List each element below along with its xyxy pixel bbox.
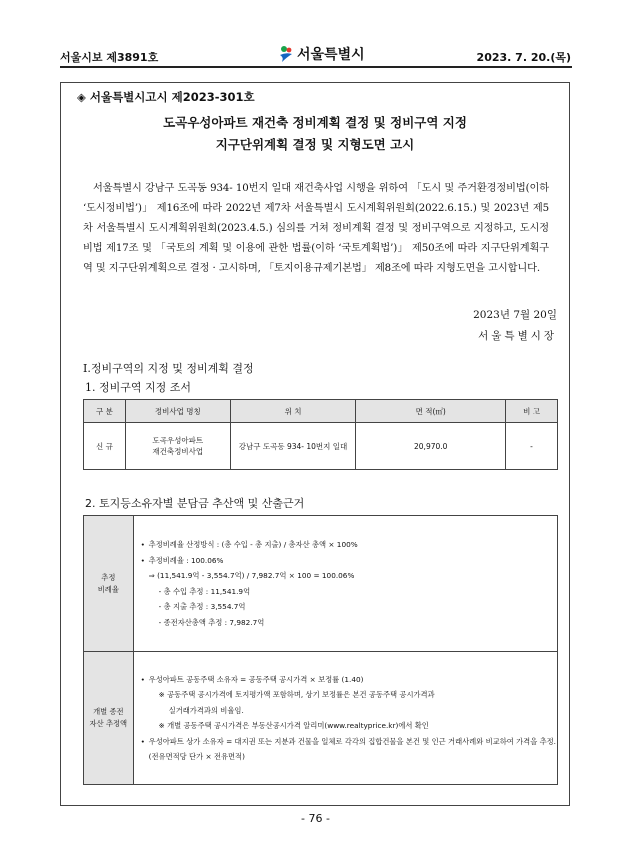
notice-title-line1: 도곡우성아파트 재건축 정비계획 결정 및 정비구역 지정 [163, 115, 467, 130]
logo-text: 서울특별시 [297, 47, 365, 63]
row-label-asset [84, 652, 134, 785]
list-item: • 추정비례율 산정방식 : (총 수입 - 총 지출) / 총자산 총액 × 100% [135, 537, 556, 553]
ratio-content [133, 516, 557, 652]
table-row [84, 516, 558, 652]
list-item: - 종전자산총액 추정 : 7,982.7억 [158, 617, 265, 627]
notice-title-line2: 지구단위계획 결정 및 지형도면 고시 [215, 137, 415, 152]
notice-body: 서울특별시 강남구 도곡동 934- 10번지 일대 재건축사업 시행을 위하여 「도시 및 주거환경정비법(이하 ‘도시정비법’)」 제16조에 따라 2022년 제7차 서울특별시 도시계획위원회(2022.6.15.) 및 2023년 제5차 서울특별시 도시계획위원회(2023.4.5.) 심의를 거쳐 정비계획 결정 및 정비구역으로 지정하고, 도시정비법 제17조 및 「국토의 계획 및 이용에 관한 법률(이하 ‘국토계획법’)」 제50조에 따라 지구단위계획구역 및 지구단위계획으로 결정 · 고시하며, 「토지이용규제기본법」 제8조에 따라 지형도면을 고시합니다. [83, 183, 549, 274]
project-name-line1: 도곡우성아파트 [152, 436, 204, 445]
page-header [60, 44, 571, 66]
list-item: (전유면적당 단가 × 전유면적) [148, 752, 245, 761]
cell-note: - [506, 423, 558, 470]
cell-area: 20,970.0 [356, 423, 506, 470]
col-header: 면 적(㎡) [356, 400, 506, 423]
notice-issuer: 서울특별시장 [478, 330, 557, 342]
list-item: • 우성아파트 상가 소유자 = 대지권 또는 지분과 건물을 일체로 각각의 집합건물을 본건 및 인근 거래사례와 비교하여 가격을 추정. [135, 734, 556, 750]
col-header: 정비사업 명칭 [125, 400, 230, 423]
bullet-icon: • [140, 736, 145, 746]
notice-box [60, 82, 570, 806]
bullet-icon: • [140, 674, 145, 684]
table-row [84, 423, 558, 470]
section1-subheading: 1. 정비구역 지정 조서 [85, 381, 191, 394]
list-item: ※ 개별 공동주택 공시가격은 부동산공시가격 알리미(www.realtyprice.kr)에서 확인 [158, 721, 429, 730]
notice-number: ◈ 서울특별시고시 제2023-301호 [77, 90, 255, 104]
asset-content [133, 652, 557, 785]
district-table [83, 399, 558, 470]
list-item: ⇒ (11,541.9억 - 3,554.7억) / 7,982.7억 × 100 = 100.06% [148, 571, 355, 580]
list-item: • 추정비례율 : 100.06% [135, 553, 556, 569]
label-line: 개별 종전 [93, 707, 124, 716]
bullet-icon: • [140, 540, 145, 549]
table-header-row [84, 400, 558, 423]
list-item: - 총 지출 추정 : 3,554.7억 [158, 602, 246, 611]
list-item: • 우성아파트 공동주택 소유자 = 공동주택 공시가격 × 보정률 (1.40) [135, 672, 556, 688]
col-header: 위 치 [230, 400, 356, 423]
cell-location: 강남구 도곡동 934- 10번지 일대 [230, 423, 356, 470]
notice-date: 2023년 7월 20일 [473, 309, 557, 321]
table-row [84, 652, 558, 785]
page-number: - 76 - [301, 812, 330, 825]
section2-heading: 2. 토지등소유자별 분담금 추산액 및 산출근거 [85, 497, 305, 510]
col-header: 구 분 [84, 400, 126, 423]
section1-heading: Ⅰ.정비구역의 지정 및 정비계획 결정 [83, 362, 254, 375]
row-label-ratio [84, 516, 134, 652]
contribution-table [83, 515, 558, 785]
seoul-logo [278, 44, 365, 64]
col-header: 비 고 [506, 400, 558, 423]
cell-type: 신 규 [84, 423, 126, 470]
bullet-icon: • [140, 555, 145, 565]
list-item: - 총 수입 추정 : 11,541.9억 [158, 586, 251, 596]
seoul-emblem-icon [278, 45, 294, 63]
header-divider [60, 66, 572, 68]
cell-project-name [125, 423, 230, 470]
label-line: 자산 추정액 [89, 719, 128, 728]
list-item: 실거래가격과의 비율임. [168, 705, 244, 715]
gazette-date: 2023. 7. 20.(목) [476, 51, 571, 64]
label-line: 추정 [101, 572, 116, 582]
project-name-line2: 재건축정비사업 [152, 447, 204, 456]
gazette-number: 서울시보 제3891호 [60, 51, 159, 64]
list-item: ※ 공동주택 공시가격에 토지평가액 포함하며, 상기 보정률은 본건 공동주택 공시가격과 [158, 690, 435, 699]
label-line: 비례율 [97, 584, 119, 594]
